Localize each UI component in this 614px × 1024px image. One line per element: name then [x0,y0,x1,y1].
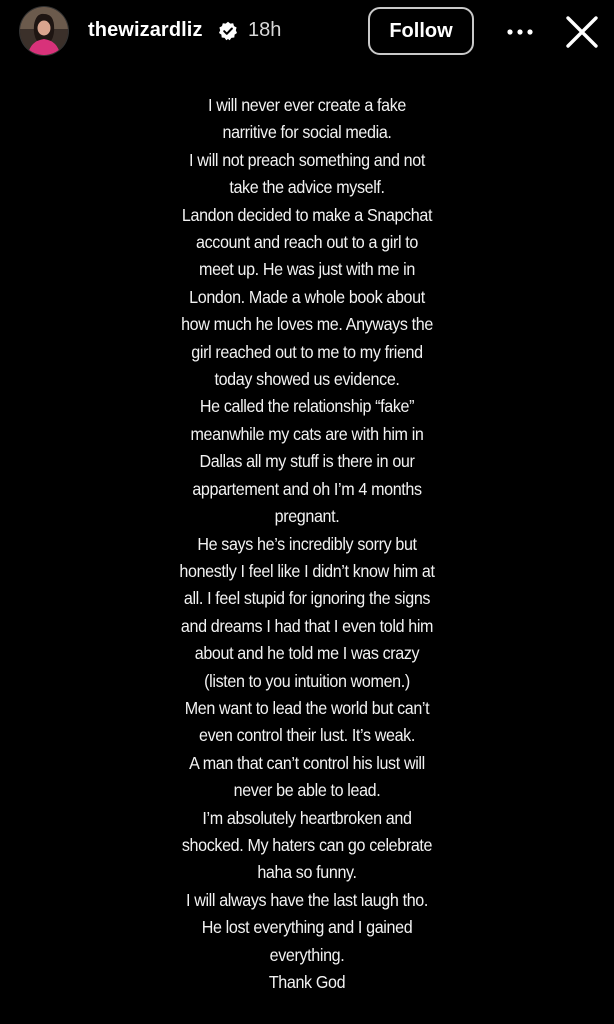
story-text-line: I’m absolutely heartbroken and [202,807,412,828]
story-text-line: girl reached out to me to my friend [191,341,423,362]
story-text-line: appartement and oh I’m 4 months [192,478,422,499]
story-text-line: honestly I feel like I didn’t know him at [179,560,435,581]
story-text-line: I will never ever create a fake [207,95,406,115]
story-text [117,92,498,996]
close-icon [565,15,599,49]
story-text-line: everything. [269,944,345,965]
story-text-line: Landon decided to make a Snapchat [181,204,433,225]
post-time: 18h [248,19,282,41]
story-text-line: narritive for social media. [222,122,392,143]
story-text-line: haha so funny. [257,862,357,883]
more-options-button[interactable] [500,18,540,46]
story-text-line: He called the relationship “fake” [199,396,415,417]
follow-button[interactable]: Follow [368,7,474,55]
story-text-line: account and reach out to a girl to [195,232,418,253]
story-text-line: Dallas all my stuff is there in our [199,451,415,472]
story-text-line: about and he told me I was crazy [194,643,420,664]
story-text-line: never be able to lead. [233,780,381,801]
story-text-line: take the advice myself. [229,177,385,198]
verified-badge-icon [218,21,238,41]
story-header [0,0,614,64]
story-text-line: I will not preach something and not [189,149,425,170]
story-text-line: even control their lust. It’s weak. [199,725,415,746]
story-text-line: pregnant. [274,506,340,527]
story-text-line: A man that can’t control his lust will [189,752,425,773]
story-text-line: He lost everything and I gained [201,917,413,938]
close-button[interactable] [562,12,602,52]
avatar-image [20,7,68,55]
story-text-line: London. Made a whole book about [189,286,425,307]
story-text-line: He says he’s incredibly sorry but [197,533,417,554]
story-text-line: and dreams I had that I even told him [180,615,434,636]
story-text-line: (listen to you intuition women.) [204,670,410,691]
story-text-line: meet up. He was just with me in [199,259,415,280]
username[interactable]: thewizardliz [88,19,203,41]
story-text-line: shocked. My haters can go celebrate [181,834,433,855]
story-text-line: Thank God [268,972,346,992]
more-options-icon [506,28,534,36]
story-text-line: today showed us evidence. [214,369,400,390]
story-text-line: I will always have the last laugh tho. [186,889,428,910]
story-text-line: all. I feel stupid for ignoring the signs [183,588,431,609]
story-text-line: Men want to lead the world but can’t [184,697,430,718]
avatar[interactable] [20,7,68,55]
story-text-line: meanwhile my cats are with him in [190,423,424,444]
story-text-line: how much he loves me. Anyways the [181,314,433,335]
